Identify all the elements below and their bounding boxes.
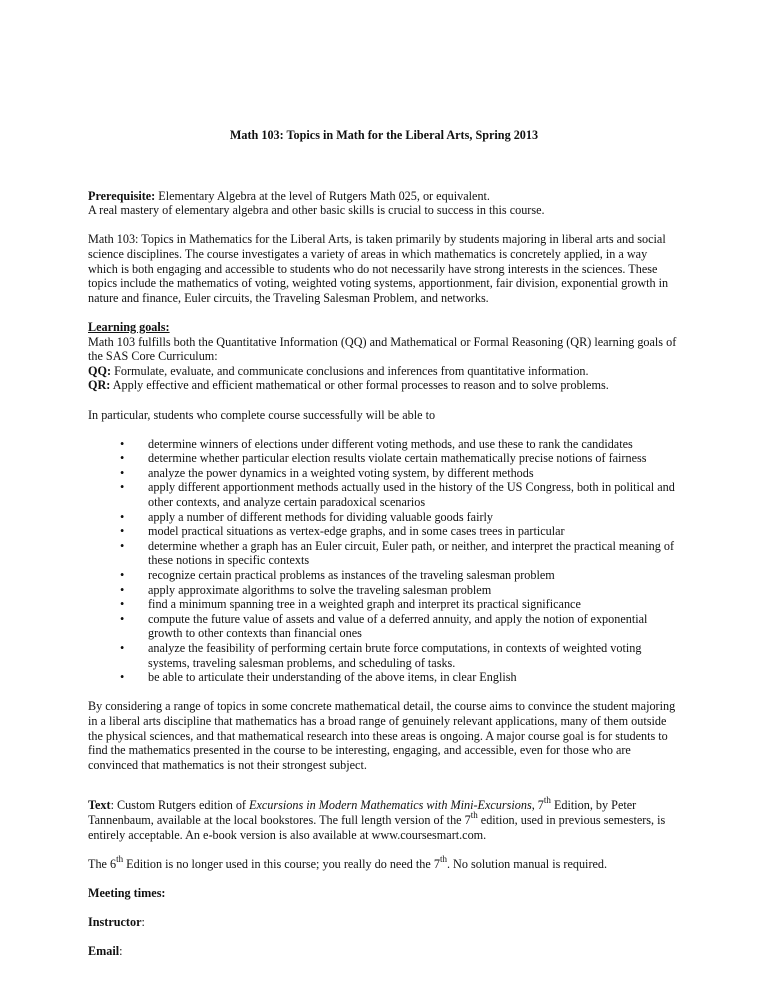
list-item: • analyze the power dynamics in a weighted voting system, by different methods [120,465,534,480]
bullet-icon: • [120,436,125,451]
learning-goals-section [88,320,680,393]
list-item: • apply a number of different methods for dividing valuable goods fairly [120,509,493,524]
instructor-field: Instructor: [88,915,145,930]
list-item: • be able to articulate their understanding of the above items, in clear English [120,670,517,685]
prerequisite-label: Prerequisite: [88,188,156,203]
bullet-icon: • [120,509,125,524]
bullet-icon: • [120,641,125,655]
qq-text: Formulate, evaluate, and communicate conclusions and inferences from quantitative information. [111,363,589,378]
list-item: • apply approximate algorithms to solve the traveling salesman problem [120,582,492,597]
email-label: Email [88,944,120,959]
list-item: • compute the future value of assets and value of a deferred annuity, and apply the notion of exponential growth to other contexts than financial ones [120,611,648,641]
qr-text: Apply effective and efficient mathematical or other formal processes to reason and to solve problems. [110,378,609,393]
bullet-icon: • [120,582,125,597]
prerequisite-section [88,189,680,218]
textbook-section: Text: Custom Rutgers edition of Excursions in Modern Mathematics with Mini-Excursions, 7th Edition, by Peter Tannenbaum, available at the local bookstores. The full length version of the 7th edition, used in previous semesters, is entirely acceptable. An e-book version is also available at www.coursesmart.com. [88,795,666,842]
textbook-label: Text [88,798,111,813]
email-field: Email: [88,944,123,959]
list-item: • recognize certain practical problems as instances of the traveling salesman problem [120,568,555,583]
instructor-label: Instructor [88,915,142,930]
bullet-icon: • [120,611,125,626]
bullet-icon: • [120,670,125,685]
meeting-times-label: Meeting times: [88,885,166,900]
qq-label: QQ: [88,363,112,378]
edition-note: The 6th Edition is no longer used in this course; you really do need the 7th. No solution manual is required. [88,853,608,871]
bullet-icon: • [120,538,125,553]
prerequisite-note: A real mastery of elementary algebra and other basic skills is crucial to success in this course. [88,203,545,218]
course-intro: Math 103: Topics in Mathematics for the Liberal Arts, is taken primarily by students majoring in liberal arts and social science disciplines. The course investigates a variety of areas in which mathematics is concretely applied, in a way which is both engaging and accessible to students who do not necessarily have strong interests in the sciences. These topics include the mathematics of voting, weighted voting systems, apportionment, fair division, exponential growth in nature and finance, Euler circuits, the Traveling Salesman Problem, and networks. [88,232,669,305]
learning-goals-heading: Learning goals: [88,319,170,334]
qr-label: QR: [88,378,111,393]
book-title: Excursions in Modern Mathematics with Mini-Excursions [249,798,532,813]
bullet-icon: • [120,568,125,583]
list-item: • determine winners of elections under different voting methods, and use these to rank the candidates [120,436,633,451]
bullet-icon: • [120,480,125,495]
page-title: Math 103: Topics in Math for the Liberal Arts, Spring 2013 [229,128,539,142]
bullet-icon: • [120,465,125,480]
learning-goals-text: Math 103 fulfills both the Quantitative Information (QQ) and Mathematical or Formal Reasoning (QR) learning goals of the SAS Core Curriculum: [88,334,677,364]
list-item: • apply different apportionment methods actually used in the history of the US Congress, both in political and other contexts, and analyze certain paradoxical scenarios [120,480,675,510]
bullet-icon: • [120,597,125,612]
bullet-icon: • [120,451,125,466]
outcomes-intro: In particular, students who complete course successfully will be able to [88,407,436,422]
list-item: • model practical situations as vertex-edge graphs, and in some cases trees in particular [120,524,565,539]
list-item: • determine whether particular election results violate certain mathematically precise notions of fairness [120,451,647,466]
course-closing: By considering a range of topics in some concrete mathematical detail, the course aims to convince the student majoring in a liberal arts discipline that mathematics has a broad range of genuinely relevant applications, many of them outside the physical sciences, and that mathematical research into these areas is ongoing. A major course goal is for students to find the mathematics presented in the course to be interesting, engaging, and accessible, even for those who are convinced that mathematics is not their strongest subject. [88,699,676,772]
bullet-icon: • [120,524,125,539]
list-item: • determine whether a graph has an Euler circuit, Euler path, or neither, and interpret the practical meaning of these notions in specific contexts [120,538,675,568]
list-item: • analyze the feasibility of performing certain brute force computations, in contexts of weighted voting systems, traveling salesman problems, and scheduling of tasks. [120,641,642,670]
list-item: • find a minimum spanning tree in a weighted graph and interpret its practical significance [120,597,581,612]
outcomes-list [88,437,680,685]
prerequisite-text: Elementary Algebra at the level of Rutgers Math 025, or equivalent. [155,188,490,203]
